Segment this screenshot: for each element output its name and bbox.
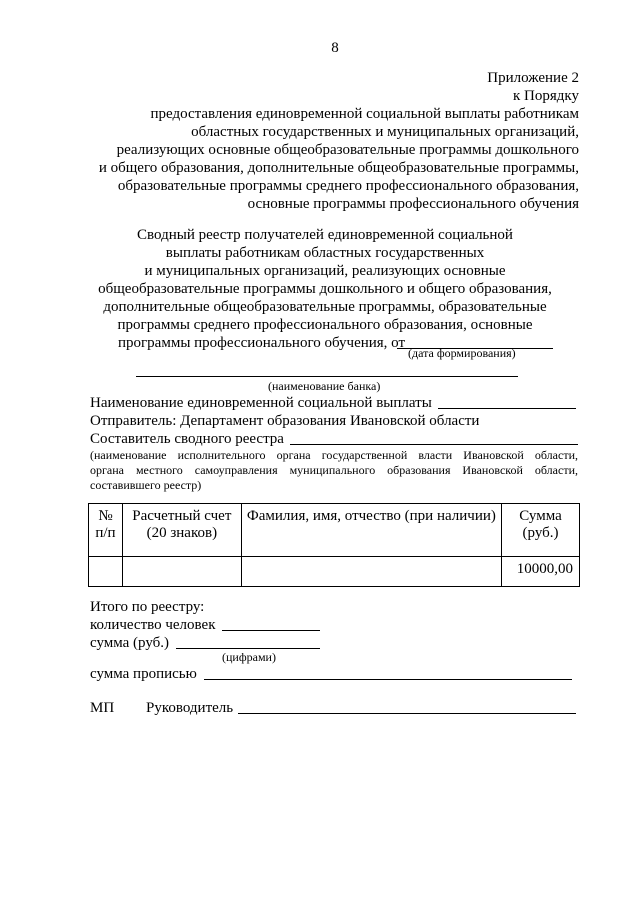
appendix-text: и общего образования, дополнительные общеобразовательные программы, [98,160,579,176]
totals-heading: Итого по реестру: [90,599,205,615]
title-line: и муниципальных организаций, реализующих основные [144,263,506,279]
header-account: Расчетный счет (20 знаков) [122,504,241,557]
compiler-label: Составитель сводного реестра [90,431,284,447]
sender-label: Отправитель: Департамент образования Ивановской области [90,413,480,429]
cell-number[interactable] [89,557,123,587]
title-line: выплаты работникам областных государственных [165,245,485,261]
head-signature-line[interactable] [238,713,576,714]
title-line: программы среднего профессионального образования, основные [117,317,533,333]
sum-words-blank-line[interactable] [204,679,572,680]
title-line: общеобразовательные программы дошкольного и общего образования, [98,281,552,297]
appendix-line1: Приложение 2 [487,70,579,86]
bank-caption: (наименование банка) [268,379,381,393]
cell-fullname[interactable] [241,557,501,587]
page-number: 8 [331,40,339,56]
cell-account[interactable] [122,557,241,587]
compiler-note: составившего реестр) [90,478,202,492]
payment-name-blank-line[interactable] [438,408,576,409]
table-header-row [89,504,580,557]
date-caption: (дата формирования) [408,346,516,360]
appendix-text: образовательные программы среднего профессионального образования, [117,178,579,194]
head-label: Руководитель [146,700,234,716]
appendix-text: областных государственных и муниципальных организаций, [191,124,579,140]
header-number: № п/п [89,504,123,557]
payment-name-label: Наименование единовременной социальной выплаты [90,395,432,411]
count-label: количество человек [90,617,216,633]
appendix-text: предоставления единовременной социальной выплаты работникам [150,106,579,122]
digits-caption: (цифрами) [222,650,276,664]
sum-words-label: сумма прописью [90,666,197,682]
sum-label: сумма (руб.) [90,635,170,651]
table-row [89,557,580,587]
title-line: Сводный реестр получателей единовременной социальной [137,227,513,243]
header-fullname: Фамилия, имя, отчество (при наличии) [241,504,501,557]
compiler-note: (наименование исполнительного органа государственной власти Ивановской области, [90,448,578,462]
register-table [88,503,580,587]
compiler-blank-line[interactable] [290,444,578,445]
appendix-text: основные программы профессионального обучения [247,196,579,212]
title-line: дополнительные общеобразовательные программы, образовательные [103,299,547,315]
compiler-note: органа местного самоуправления муниципального образования Ивановской области, [90,463,578,477]
header-sum: Сумма (руб.) [502,504,580,557]
bank-blank-line[interactable] [136,376,518,377]
stamp-label: МП [90,700,115,716]
count-blank-line[interactable] [222,630,320,631]
appendix-line2: к Порядку [513,88,579,104]
cell-sum[interactable]: 10000,00 [502,557,580,587]
sum-blank-line[interactable] [176,648,320,649]
appendix-text: реализующих основные общеобразовательные программы дошкольного [116,142,579,158]
title-line: программы профессионального обучения, от [118,335,406,351]
